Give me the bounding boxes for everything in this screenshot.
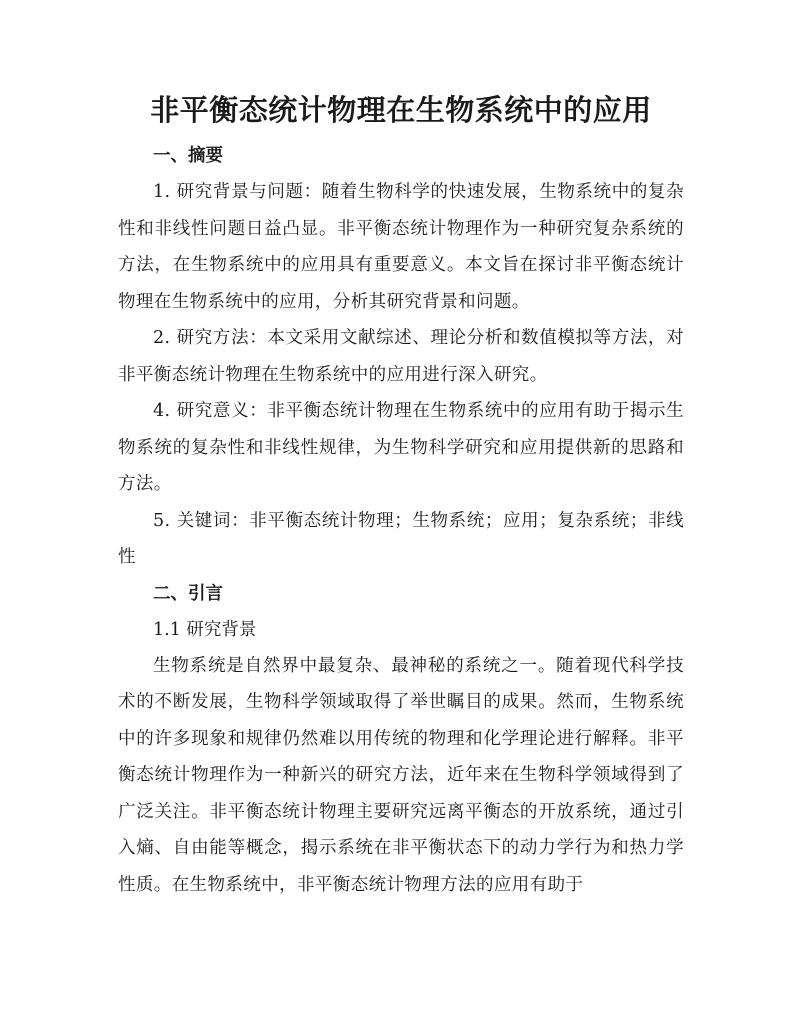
document-page: [118, 88, 684, 903]
research-background-subheading: 1.1 研究背景: [153, 619, 257, 640]
abstract-item-keywords: 5. 关键词：非平衡态统计物理；生物系统；应用；复杂系统；非线性: [118, 510, 684, 567]
introduction-section: [118, 576, 684, 904]
abstract-heading: 一、摘要: [153, 146, 223, 166]
abstract-item-background: 1. 研究背景与问题：随着生物科学的快速发展，生物系统中的复杂性和非线性问题日益凸显。非平衡态统计物理作为一种研究复杂系统的方法，在生物系统中的应用具有重要意义。本文旨在探讨非平衡态统计物理在生物系统中的应用，分析其研究背景和问题。: [118, 182, 684, 312]
introduction-body: 生物系统是自然界中最复杂、最神秘的系统之一。随着现代科学技术的不断发展，生物科学领域取得了举世瞩目的成果。然而，生物系统中的许多现象和规律仍然难以用传统的物理和化学理论进行解释。非平衡态统计物理作为一种新兴的研究方法，近年来在生物科学领域得到了广泛关注。非平衡态统计物理主要研究远离平衡态的开放系统，通过引入熵、自由能等概念，揭示系统在非平衡状态下的动力学行为和热力学性质。在生物系统中，非平衡态统计物理方法的应用有助于: [118, 655, 684, 895]
abstract-item-significance: 4. 研究意义：非平衡态统计物理在生物系统中的应用有助于揭示生物系统的复杂性和非线性规律，为生物科学研究和应用提供新的思路和方法。: [118, 401, 684, 494]
document-title: 非平衡态统计物理在生物系统中的应用: [150, 93, 652, 127]
abstract-item-methods: 2. 研究方法：本文采用文献综述、理论分析和数值模拟等方法，对非平衡态统计物理在生物系统中的应用进行深入研究。: [118, 328, 684, 385]
abstract-section: [118, 138, 684, 576]
introduction-heading: 二、引言: [153, 583, 223, 604]
